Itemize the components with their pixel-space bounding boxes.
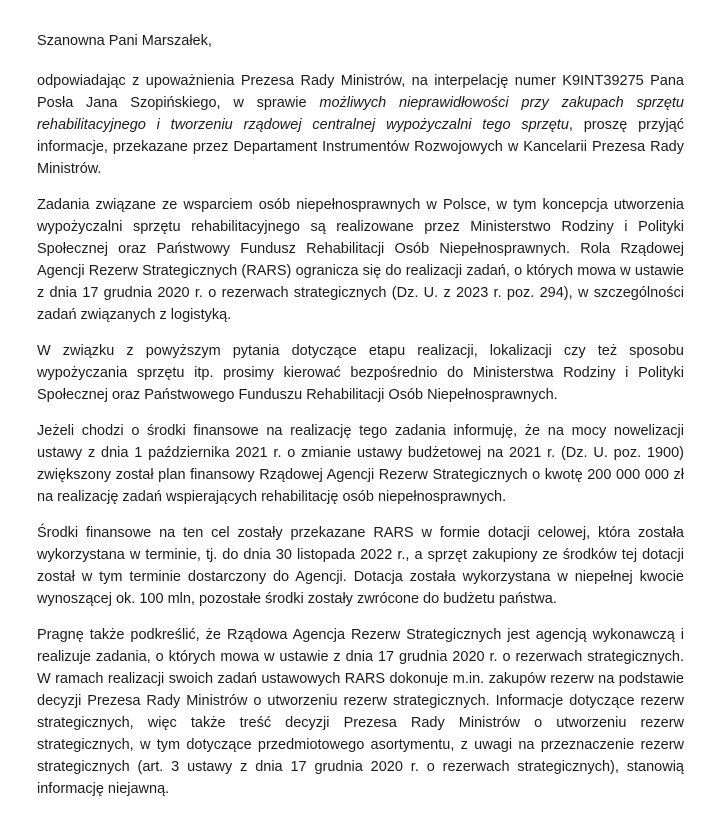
paragraph-subsidy-usage: Środki finansowe na ten cel zostały przekazane RARS w formie dotacji celowej, która została wykorzystana w terminie, tj. do dnia 30 listopada 2022 r., a sprzęt zakupiony ze środków tej dotacji został w tym terminie dostarczony do Agencji. Dotacja została wykorzystana w niepełnej kwocie wynoszącej ok. 100 mln, pozostałe środki zostały zwrócone do budżetu państwa. — [37, 525, 684, 607]
salutation: Szanowna Pani Marszałek, — [37, 33, 212, 49]
paragraph-intro-text-before: odpowiadając z upoważnienia Prezesa Rady Ministrów, na interpelację numer K9INT39275 Pana Posła Jana Szopińskiego, w sprawie — [37, 73, 684, 111]
paragraph-redirect-questions: W związku z powyższym pytania dotyczące etapu realizacji, lokalizacji czy też sposobu wypożyczania sprzętu itp. prosimy kierować bezpośrednio do Ministerstwa Rodziny i Polityki Społecznej oraz Państwowego Funduszu Rehabilitacji Osób Niepełnosprawnych. — [37, 343, 684, 403]
paragraph-intro — [37, 70, 684, 180]
paragraph-intro-text-after: , proszę przyjąć informacje, przekazane przez Departament Instrumentów Rozwojowych w Kancelarii Prezesa Rady Ministrów. — [37, 117, 684, 177]
paragraph-intro-interpellation-subject: możliwych nieprawidłowości przy zakupach sprzętu rehabilitacyjnego i tworzeniu rządowej centralnej wypożyczalni tego sprzętu — [37, 95, 684, 133]
paragraph-classified-info: Pragnę także podkreślić, że Rządowa Agencja Rezerw Strategicznych jest agencją wykonawczą i realizuje zadania, o których mowa w ustawie z dnia 17 grudnia 2020 r. o rezerwach strategicznych. W ramach realizacji swoich zadań ustawowych RARS dokonuje m.in. zakupów rezerw na podstawie decyzji Prezesa Rady Ministrów o utworzeniu rezerw strategicznych. Informacje dotyczące rezerw strategicznych, więc także treść decyzji Prezesa Rady Ministrów o utworzeniu rezerw strategicznych, w tym dotyczące przedmiotowego asortymentu, z uwagi na przeznaczenie rezerw strategicznych (art. 3 ustawy z dnia 17 grudnia 2020 r. o rezerwach strategicznych), stanowią informację niejawną. — [37, 627, 684, 797]
paragraph-tasks-support: Zadania związane ze wsparciem osób niepełnosprawnych w Polsce, w tym koncepcja utworzenia wypożyczalni sprzętu rehabilitacyjnego są realizowane przez Ministerstwo Rodziny i Polityki Społecznej oraz Państwowy Fundusz Rehabilitacji Osób Niepełnosprawnych. Rola Rządowej Agencji Rezerw Strategicznych (RARS) ogranicza się do realizacji zadań, o których mowa w ustawie z dnia 17 grudnia 2020 r. o rezerwach strategicznych (Dz. U. z 2023 r. poz. 294), w szczególności zadań związanych z logistyką. — [37, 197, 684, 323]
paragraph-financial-means: Jeżeli chodzi o środki finansowe na realizację tego zadania informuję, że na mocy nowelizacji ustawy z dnia 1 października 2021 r. o zmianie ustawy budżetowej na 2021 r. (Dz. U. poz. 1900) zwiększony został plan finansowy Rządowej Agencji Rezerw Strategicznych o kwotę 200 000 000 zł na realizację zadań wspierających rehabilitację osób niepełnosprawnych. — [37, 423, 684, 505]
